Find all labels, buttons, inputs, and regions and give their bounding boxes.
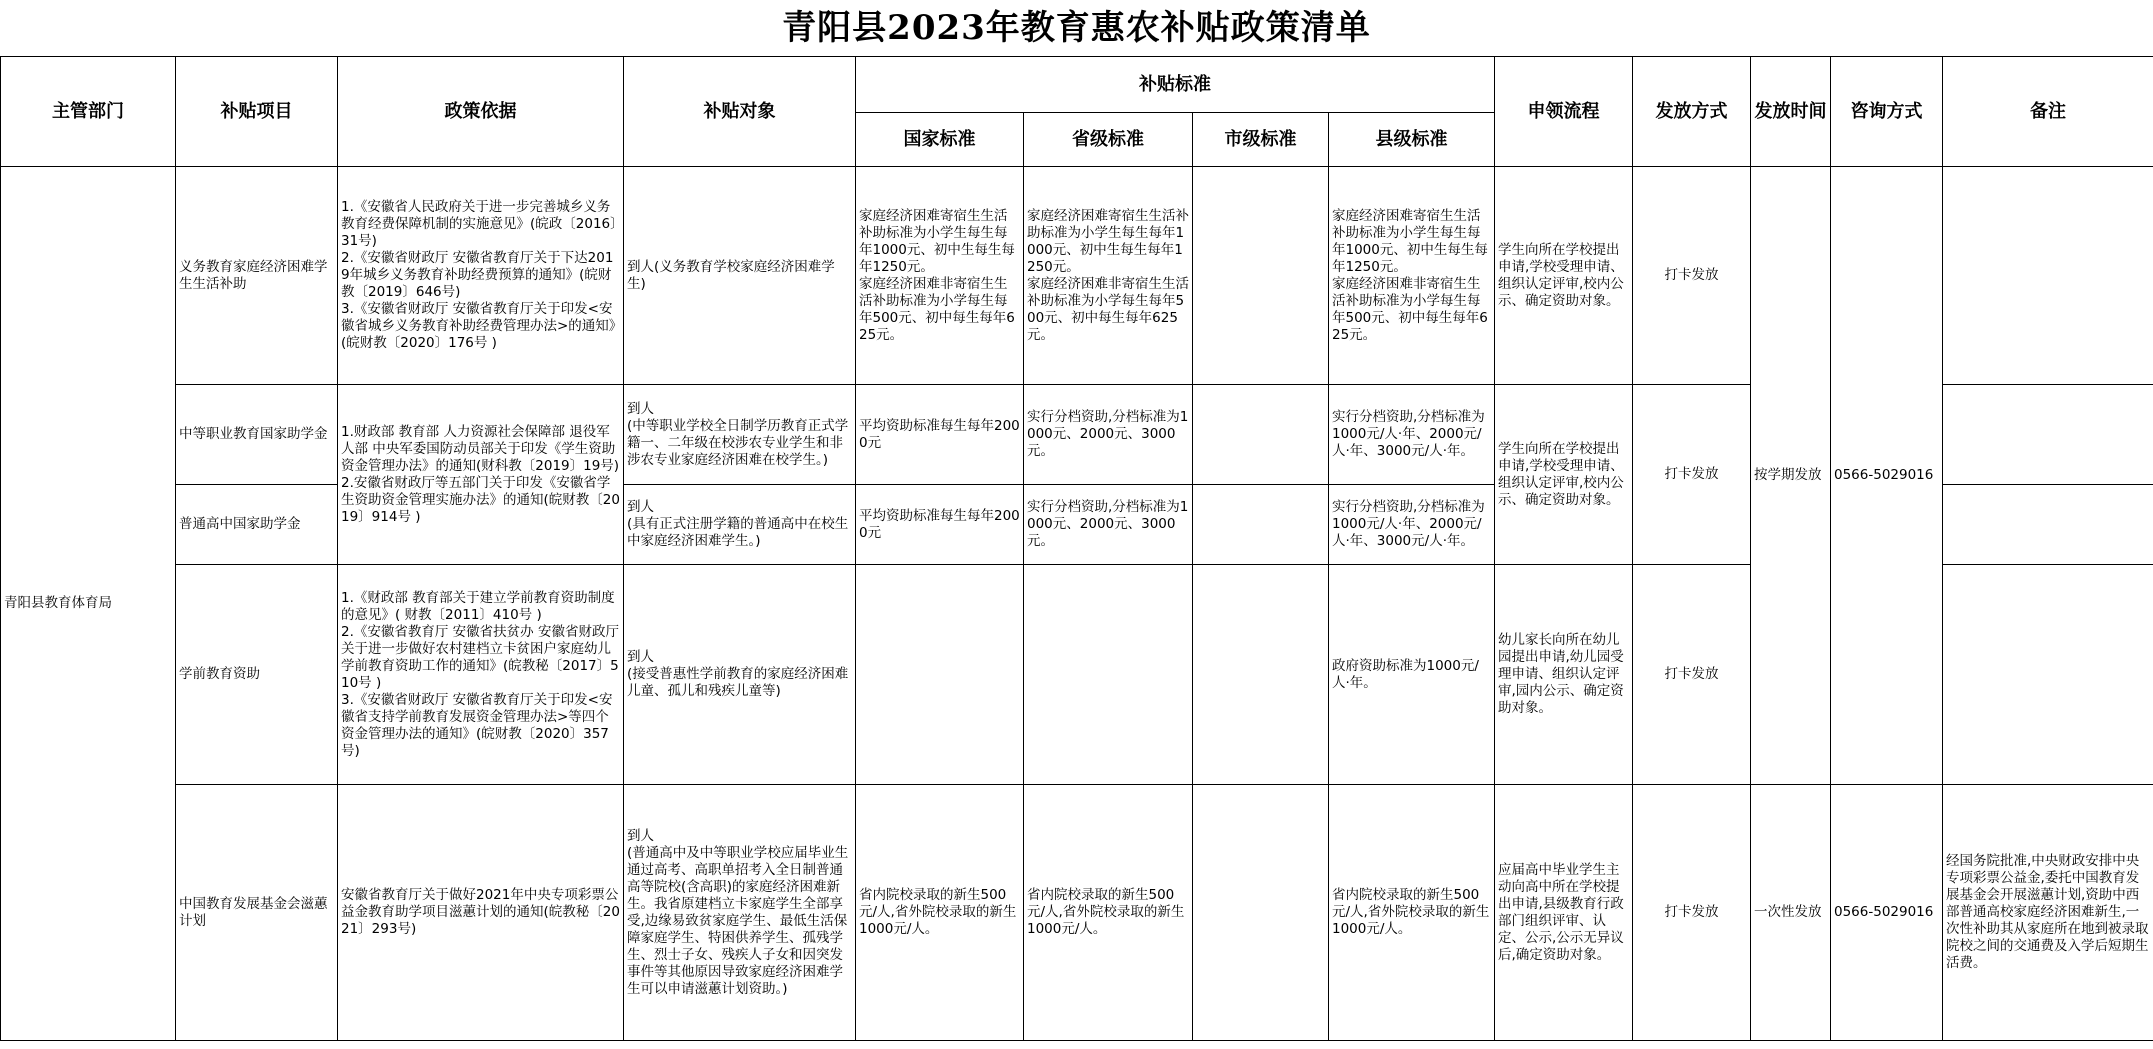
city-cell: [1193, 785, 1329, 1041]
method-cell: 打卡发放: [1633, 167, 1751, 385]
basis-cell: 1.《安徽省人民政府关于进一步完善城乡义务教育经费保障机制的实施意见》(皖政〔2016〕31号) 2.《安徽省财政厅 安徽省教育厅关于下达2019年城乡义务教育补助经费预算的通知》(皖财教〔2019〕646号) 3.《安徽省财政厅 安徽省教育厅关于印发<安徽省城乡义务教育补助经费管理办法>的通知》(皖财教〔2020〕176号 ): [338, 167, 624, 385]
county-cell: 政府资助标准为1000元/人·年。: [1329, 565, 1495, 785]
remark-cell: [1943, 385, 2153, 485]
header-method: 发放方式: [1633, 57, 1751, 167]
header-county: 县级标准: [1329, 113, 1495, 167]
remark-cell: [1943, 167, 2153, 385]
city-cell: [1193, 167, 1329, 385]
header-process: 申领流程: [1495, 57, 1633, 167]
contact-cell: 0566-5029016: [1831, 785, 1943, 1041]
provincial-cell: 实行分档资助,分档标准为1000元、2000元、3000元。: [1024, 385, 1193, 485]
county-cell: 实行分档资助,分档标准为1000元/人·年、2000元/人·年、3000元/人·年。: [1329, 385, 1495, 485]
item-cell: 义务教育家庭经济困难学生生活补助: [176, 167, 338, 385]
county-cell: 省内院校录取的新生500元/人,省外院校录取的新生1000元/人。: [1329, 785, 1495, 1041]
header-basis: 政策依据: [338, 57, 624, 167]
process-cell: 应届高中毕业学生主动向高中所在学校提出申请,县级教育行政部门组织评审、认定、公示,公示无异议后,确定资助对象。: [1495, 785, 1633, 1041]
target-cell: 到人 (接受普惠性学前教育的家庭经济困难儿童、孤儿和残疾儿童等): [624, 565, 856, 785]
city-cell: [1193, 565, 1329, 785]
table-row: [1, 785, 2153, 1041]
county-cell: 实行分档资助,分档标准为1000元/人·年、2000元/人·年、3000元/人·年。: [1329, 485, 1495, 565]
national-cell: 平均资助标准每生每年2000元: [856, 485, 1024, 565]
header-national: 国家标准: [856, 113, 1024, 167]
provincial-cell: 家庭经济困难寄宿生生活补助标准为小学生每生每年1000元、初中生每生每年1250元。 家庭经济困难非寄宿生生活补助标准为小学每生每年500元、初中每生每年625元。: [1024, 167, 1193, 385]
target-cell: 到人 (中等职业学校全日制学历教育正式学籍一、二年级在校涉农专业学生和非涉农专业家庭经济困难在校学生。): [624, 385, 856, 485]
basis-cell: 安徽省教育厅关于做好2021年中央专项彩票公益金教育助学项目滋蕙计划的通知(皖教秘〔2021〕293号): [338, 785, 624, 1041]
national-cell: 省内院校录取的新生500元/人,省外院校录取的新生1000元/人。: [856, 785, 1024, 1041]
dept-cell: 青阳县教育体育局: [1, 167, 176, 1041]
national-cell: 平均资助标准每生每年2000元: [856, 385, 1024, 485]
method-cell: 打卡发放: [1633, 565, 1751, 785]
table-row: [1, 167, 2153, 385]
header-target: 补贴对象: [624, 57, 856, 167]
item-cell: 普通高中国家助学金: [176, 485, 338, 565]
method-cell: 打卡发放: [1633, 785, 1751, 1041]
provincial-cell: [1024, 565, 1193, 785]
item-cell: 中国教育发展基金会滋蕙计划: [176, 785, 338, 1041]
national-cell: [856, 565, 1024, 785]
basis-cell: 1.财政部 教育部 人力资源社会保障部 退役军人部 中央军委国防动员部关于印发《学生资助资金管理办法》的通知(财科教〔2019〕19号) 2.安徽省财政厅等五部门关于印发《安徽省学生资助资金管理实施办法》的通知(皖财教〔2019〕914号 ): [338, 385, 624, 565]
remark-cell: [1943, 485, 2153, 565]
remark-cell: 经国务院批准,中央财政安排中央专项彩票公益金,委托中国教育发展基金会开展滋蕙计划,资助中西部普通高校家庭经济困难新生,一次性补助其从家庭所在地到被录取院校之间的交通费及入学后短期生活费。: [1943, 785, 2153, 1041]
time-cell: 按学期发放: [1751, 167, 1831, 785]
subsidy-policy-table: [0, 56, 2153, 1041]
basis-cell: 1.《财政部 教育部关于建立学前教育资助制度的意见》( 财教〔2011〕410号 ) 2.《安徽省教育厅 安徽省扶贫办 安徽省财政厅关于进一步做好农村建档立卡贫困户家庭幼儿学前教育资助工作的通知》(皖教秘〔2017〕510号 ) 3.《安徽省财政厅 安徽省教育厅关于印发<安徽省支持学前教育发展资金管理办法>等四个资金管理办法的通知》(皖财教〔2020〕357号): [338, 565, 624, 785]
county-cell: 家庭经济困难寄宿生生活补助标准为小学生每生每年1000元、初中生每生每年1250元。 家庭经济困难非寄宿生生活补助标准为小学每生每年500元、初中每生每年625元。: [1329, 167, 1495, 385]
target-cell: 到人(义务教育学校家庭经济困难学生): [624, 167, 856, 385]
header-provincial: 省级标准: [1024, 113, 1193, 167]
header-remark: 备注: [1943, 57, 2153, 167]
provincial-cell: 实行分档资助,分档标准为1000元、2000元、3000元。: [1024, 485, 1193, 565]
header-standard: 补贴标准: [856, 57, 1495, 113]
process-cell: 学生向所在学校提出申请,学校受理申请、组织认定评审,校内公示、确定资助对象。: [1495, 167, 1633, 385]
target-cell: 到人 (普通高中及中等职业学校应届毕业生通过高考、高职单招考入全日制普通高等院校(含高职)的家庭经济困难新生。我省原建档立卡家庭学生全部享受,边缘易致贫家庭学生、最低生活保障家庭学生、特困供养学生、孤残学生、烈士子女、残疾人子女和因突发事件等其他原因导致家庭经济困难学生可以申请滋蕙计划资助。): [624, 785, 856, 1041]
remark-cell: [1943, 565, 2153, 785]
provincial-cell: 省内院校录取的新生500元/人,省外院校录取的新生1000元/人。: [1024, 785, 1193, 1041]
city-cell: [1193, 485, 1329, 565]
target-cell: 到人 (具有正式注册学籍的普通高中在校生中家庭经济困难学生。): [624, 485, 856, 565]
page-title: 青阳县2023年教育惠农补贴政策清单: [782, 8, 1371, 48]
time-cell: 一次性发放: [1751, 785, 1831, 1041]
process-cell: 幼儿家长向所在幼儿园提出申请,幼儿园受理申请、组织认定评审,园内公示、确定资助对象。: [1495, 565, 1633, 785]
header-city: 市级标准: [1193, 113, 1329, 167]
header-dept: 主管部门: [1, 57, 176, 167]
item-cell: 中等职业教育国家助学金: [176, 385, 338, 485]
item-cell: 学前教育资助: [176, 565, 338, 785]
method-cell: 打卡发放: [1633, 385, 1751, 565]
header-time: 发放时间: [1751, 57, 1831, 167]
city-cell: [1193, 385, 1329, 485]
header-item: 补贴项目: [176, 57, 338, 167]
process-cell: 学生向所在学校提出申请,学校受理申请、组织认定评审,校内公示、确定资助对象。: [1495, 385, 1633, 565]
contact-cell: 0566-5029016: [1831, 167, 1943, 785]
national-cell: 家庭经济困难寄宿生生活补助标准为小学生每生每年1000元、初中生每生每年1250元。 家庭经济困难非寄宿生生活补助标准为小学每生每年500元、初中每生每年625元。: [856, 167, 1024, 385]
header-row-1: [1, 57, 2153, 113]
header-contact: 咨询方式: [1831, 57, 1943, 167]
